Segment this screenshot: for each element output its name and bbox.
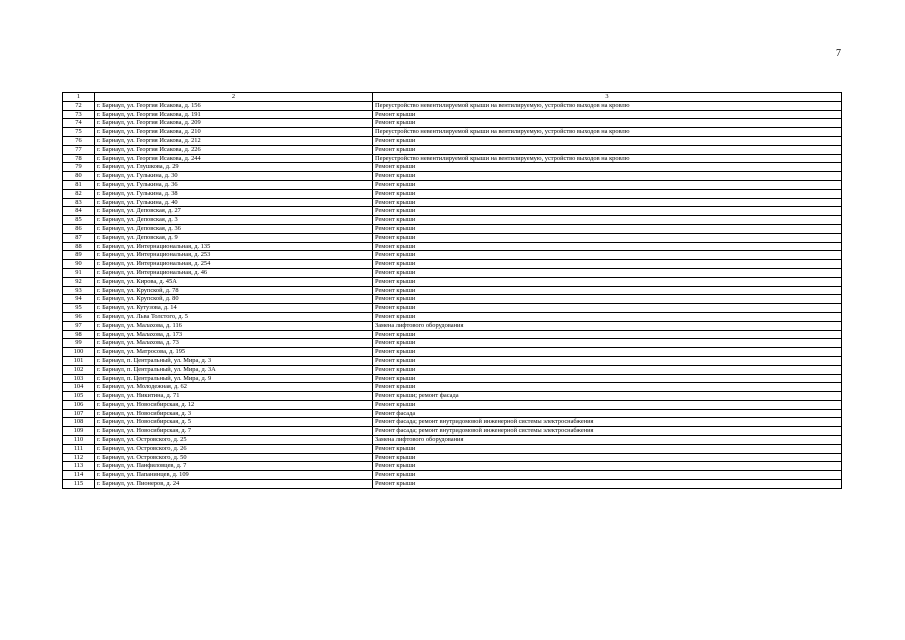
cell-address: г. Барнаул, п. Центральный, ул. Мира, д. 3 bbox=[95, 356, 373, 365]
cell-row-number: 95 bbox=[63, 304, 95, 313]
cell-row-number: 87 bbox=[63, 233, 95, 242]
cell-row-number: 96 bbox=[63, 312, 95, 321]
cell-address: г. Барнаул, ул. Никитина, д. 71 bbox=[95, 392, 373, 401]
cell-address: г. Барнаул, ул. Деповская, д. 3 bbox=[95, 216, 373, 225]
cell-row-number: 78 bbox=[63, 154, 95, 163]
cell-address: г. Барнаул, ул. Георгия Исакова, д. 191 bbox=[95, 110, 373, 119]
cell-work-type: Ремонт крыши bbox=[373, 110, 842, 119]
table-row bbox=[63, 163, 842, 172]
table-row bbox=[63, 233, 842, 242]
table-row bbox=[63, 180, 842, 189]
table-row bbox=[63, 321, 842, 330]
cell-address: г. Барнаул, ул. Крупской, д. 78 bbox=[95, 286, 373, 295]
cell-work-type: Ремонт крыши bbox=[373, 339, 842, 348]
cell-work-type: Ремонт крыши bbox=[373, 330, 842, 339]
cell-address: г. Барнаул, ул. Деповская, д. 27 bbox=[95, 207, 373, 216]
table-row bbox=[63, 277, 842, 286]
header-cell-work-type: 3 bbox=[373, 93, 842, 102]
cell-work-type: Ремонт фасада bbox=[373, 409, 842, 418]
cell-work-type: Ремонт крыши bbox=[373, 119, 842, 128]
table-row bbox=[63, 330, 842, 339]
table-row bbox=[63, 471, 842, 480]
cell-work-type: Ремонт крыши bbox=[373, 453, 842, 462]
cell-work-type: Ремонт крыши bbox=[373, 233, 842, 242]
table-row bbox=[63, 207, 842, 216]
cell-work-type: Ремонт крыши bbox=[373, 444, 842, 453]
cell-work-type: Ремонт крыши bbox=[373, 136, 842, 145]
cell-row-number: 74 bbox=[63, 119, 95, 128]
cell-address: г. Барнаул, ул. Кутузова, д. 14 bbox=[95, 304, 373, 313]
cell-address: г. Барнаул, ул. Георгия Исакова, д. 210 bbox=[95, 128, 373, 137]
table-row bbox=[63, 312, 842, 321]
cell-row-number: 89 bbox=[63, 251, 95, 260]
cell-address: г. Барнаул, ул. Георгия Исакова, д. 212 bbox=[95, 136, 373, 145]
cell-work-type: Ремонт крыши bbox=[373, 189, 842, 198]
table-row bbox=[63, 286, 842, 295]
cell-work-type: Ремонт крыши bbox=[373, 356, 842, 365]
cell-work-type: Ремонт крыши bbox=[373, 251, 842, 260]
cell-work-type: Ремонт крыши bbox=[373, 471, 842, 480]
cell-address: г. Барнаул, ул. Панфиловцев, д. 7 bbox=[95, 462, 373, 471]
cell-address: г. Барнаул, ул. Пионеров, д. 24 bbox=[95, 480, 373, 489]
cell-work-type: Ремонт крыши bbox=[373, 374, 842, 383]
cell-address: г. Барнаул, ул. Островского, д. 50 bbox=[95, 453, 373, 462]
cell-work-type: Замена лифтового оборудования bbox=[373, 436, 842, 445]
cell-address: г. Барнаул, ул. Новосибирская, д. 5 bbox=[95, 418, 373, 427]
table-row bbox=[63, 365, 842, 374]
cell-work-type: Переустройство невентилируемой крыши на вентилируемую, устройство выходов на кровлю bbox=[373, 128, 842, 137]
cell-row-number: 83 bbox=[63, 198, 95, 207]
cell-row-number: 81 bbox=[63, 180, 95, 189]
cell-row-number: 98 bbox=[63, 330, 95, 339]
cell-row-number: 79 bbox=[63, 163, 95, 172]
table-body bbox=[63, 93, 842, 489]
table-row bbox=[63, 216, 842, 225]
cell-address: г. Барнаул, ул. Георгия Исакова, д. 226 bbox=[95, 145, 373, 154]
cell-row-number: 114 bbox=[63, 471, 95, 480]
cell-work-type: Ремонт крыши bbox=[373, 198, 842, 207]
cell-row-number: 91 bbox=[63, 268, 95, 277]
cell-address: г. Барнаул, ул. Интернациональная, д. 253 bbox=[95, 251, 373, 260]
table-row bbox=[63, 251, 842, 260]
cell-row-number: 97 bbox=[63, 321, 95, 330]
cell-work-type: Ремонт крыши bbox=[373, 400, 842, 409]
table-row bbox=[63, 480, 842, 489]
cell-work-type: Ремонт крыши bbox=[373, 163, 842, 172]
table-row bbox=[63, 462, 842, 471]
cell-work-type: Ремонт крыши bbox=[373, 207, 842, 216]
cell-row-number: 90 bbox=[63, 260, 95, 269]
cell-row-number: 113 bbox=[63, 462, 95, 471]
cell-work-type: Ремонт крыши bbox=[373, 180, 842, 189]
table-row bbox=[63, 268, 842, 277]
cell-row-number: 76 bbox=[63, 136, 95, 145]
cell-work-type: Ремонт крыши bbox=[373, 277, 842, 286]
cell-work-type: Ремонт крыши bbox=[373, 172, 842, 181]
cell-row-number: 100 bbox=[63, 348, 95, 357]
header-row bbox=[63, 93, 842, 102]
table-row bbox=[63, 427, 842, 436]
table-row bbox=[63, 383, 842, 392]
cell-address: г. Барнаул, ул. Льва Толстого, д. 5 bbox=[95, 312, 373, 321]
cell-address: г. Барнаул, ул. Крупской, д. 80 bbox=[95, 295, 373, 304]
cell-row-number: 72 bbox=[63, 101, 95, 110]
cell-row-number: 82 bbox=[63, 189, 95, 198]
cell-work-type: Ремонт фасада; ремонт внутридомовой инженерной системы электроснабжения bbox=[373, 418, 842, 427]
cell-work-type: Ремонт крыши bbox=[373, 480, 842, 489]
table-row bbox=[63, 409, 842, 418]
cell-address: г. Барнаул, ул. Новосибирская, д. 7 bbox=[95, 427, 373, 436]
table-row bbox=[63, 145, 842, 154]
cell-address: г. Барнаул, ул. Интернациональная, д. 254 bbox=[95, 260, 373, 269]
table-row bbox=[63, 339, 842, 348]
cell-row-number: 73 bbox=[63, 110, 95, 119]
cell-row-number: 93 bbox=[63, 286, 95, 295]
cell-row-number: 110 bbox=[63, 436, 95, 445]
table-row bbox=[63, 392, 842, 401]
cell-address: г. Барнаул, ул. Островского, д. 25 bbox=[95, 436, 373, 445]
cell-address: г. Барнаул, ул. Папанинцев, д. 109 bbox=[95, 471, 373, 480]
cell-address: г. Барнаул, п. Центральный, ул. Мира, д. 9 bbox=[95, 374, 373, 383]
cell-row-number: 107 bbox=[63, 409, 95, 418]
cell-work-type: Ремонт крыши bbox=[373, 304, 842, 313]
cell-work-type: Ремонт крыши bbox=[373, 145, 842, 154]
cell-row-number: 84 bbox=[63, 207, 95, 216]
cell-work-type: Ремонт крыши bbox=[373, 348, 842, 357]
cell-row-number: 112 bbox=[63, 453, 95, 462]
cell-address: г. Барнаул, ул. Интернациональная, д. 46 bbox=[95, 268, 373, 277]
cell-work-type: Ремонт крыши; ремонт фасада bbox=[373, 392, 842, 401]
cell-row-number: 102 bbox=[63, 365, 95, 374]
table-row bbox=[63, 295, 842, 304]
table-row bbox=[63, 154, 842, 163]
table-row bbox=[63, 356, 842, 365]
cell-row-number: 75 bbox=[63, 128, 95, 137]
cell-work-type: Ремонт крыши bbox=[373, 216, 842, 225]
cell-work-type: Ремонт крыши bbox=[373, 242, 842, 251]
table-row bbox=[63, 242, 842, 251]
cell-work-type: Ремонт крыши bbox=[373, 286, 842, 295]
cell-work-type: Переустройство невентилируемой крыши на вентилируемую, устройство выходов на кровлю bbox=[373, 101, 842, 110]
cell-work-type: Ремонт крыши bbox=[373, 260, 842, 269]
cell-address: г. Барнаул, ул. Молодежная, д. 62 bbox=[95, 383, 373, 392]
cell-work-type: Ремонт фасада; ремонт внутридомовой инженерной системы электроснабжения bbox=[373, 427, 842, 436]
cell-row-number: 115 bbox=[63, 480, 95, 489]
cell-row-number: 111 bbox=[63, 444, 95, 453]
cell-address: г. Барнаул, ул. Малахова, д. 73 bbox=[95, 339, 373, 348]
cell-row-number: 85 bbox=[63, 216, 95, 225]
cell-work-type: Ремонт крыши bbox=[373, 224, 842, 233]
cell-row-number: 86 bbox=[63, 224, 95, 233]
table-row bbox=[63, 224, 842, 233]
cell-work-type: Ремонт крыши bbox=[373, 383, 842, 392]
cell-row-number: 92 bbox=[63, 277, 95, 286]
cell-row-number: 77 bbox=[63, 145, 95, 154]
cell-address: г. Барнаул, ул. Гулькина, д. 38 bbox=[95, 189, 373, 198]
cell-address: г. Барнаул, ул. Георгия Исакова, д. 156 bbox=[95, 101, 373, 110]
table-row bbox=[63, 304, 842, 313]
cell-address: г. Барнаул, п. Центральный, ул. Мира, д. 3А bbox=[95, 365, 373, 374]
cell-row-number: 101 bbox=[63, 356, 95, 365]
cell-address: г. Барнаул, ул. Гулькина, д. 36 bbox=[95, 180, 373, 189]
cell-address: г. Барнаул, ул. Интернациональная, д. 135 bbox=[95, 242, 373, 251]
table-row bbox=[63, 110, 842, 119]
cell-address: г. Барнаул, ул. Глушкова, д. 29 bbox=[95, 163, 373, 172]
cell-work-type: Замена лифтового оборудования bbox=[373, 321, 842, 330]
cell-row-number: 105 bbox=[63, 392, 95, 401]
cell-work-type: Ремонт крыши bbox=[373, 295, 842, 304]
cell-row-number: 104 bbox=[63, 383, 95, 392]
table-row bbox=[63, 400, 842, 409]
cell-address: г. Барнаул, ул. Малахова, д. 116 bbox=[95, 321, 373, 330]
cell-row-number: 88 bbox=[63, 242, 95, 251]
cell-address: г. Барнаул, ул. Деповская, д. 9 bbox=[95, 233, 373, 242]
cell-row-number: 109 bbox=[63, 427, 95, 436]
table-row bbox=[63, 136, 842, 145]
cell-address: г. Барнаул, ул. Деповская, д. 36 bbox=[95, 224, 373, 233]
cell-row-number: 94 bbox=[63, 295, 95, 304]
cell-address: г. Барнаул, ул. Новосибирская, д. 3 bbox=[95, 409, 373, 418]
cell-work-type: Ремонт крыши bbox=[373, 462, 842, 471]
cell-row-number: 103 bbox=[63, 374, 95, 383]
cell-address: г. Барнаул, ул. Гулькина, д. 40 bbox=[95, 198, 373, 207]
cell-work-type: Ремонт крыши bbox=[373, 365, 842, 374]
cell-address: г. Барнаул, ул. Георгия Исакова, д. 209 bbox=[95, 119, 373, 128]
cell-work-type: Переустройство невентилируемой крыши на вентилируемую, устройство выходов на кровлю bbox=[373, 154, 842, 163]
table-row bbox=[63, 374, 842, 383]
table-row bbox=[63, 128, 842, 137]
table-row bbox=[63, 198, 842, 207]
page-number: 7 bbox=[836, 48, 841, 59]
table-row bbox=[63, 436, 842, 445]
table-row bbox=[63, 189, 842, 198]
table-row bbox=[63, 172, 842, 181]
table-row bbox=[63, 119, 842, 128]
cell-address: г. Барнаул, ул. Георгия Исакова, д. 244 bbox=[95, 154, 373, 163]
table-row bbox=[63, 260, 842, 269]
cell-work-type: Ремонт крыши bbox=[373, 312, 842, 321]
cell-address: г. Барнаул, ул. Малахова, д. 173 bbox=[95, 330, 373, 339]
cell-row-number: 99 bbox=[63, 339, 95, 348]
cell-address: г. Барнаул, ул. Новосибирская, д. 12 bbox=[95, 400, 373, 409]
repair-schedule-table bbox=[62, 92, 842, 489]
table-row bbox=[63, 444, 842, 453]
header-cell-number: 1 bbox=[63, 93, 95, 102]
cell-address: г. Барнаул, ул. Гулькина, д. 30 bbox=[95, 172, 373, 181]
cell-row-number: 108 bbox=[63, 418, 95, 427]
table-row bbox=[63, 418, 842, 427]
table-row bbox=[63, 101, 842, 110]
cell-address: г. Барнаул, ул. Матросова, д. 195 bbox=[95, 348, 373, 357]
header-cell-address: 2 bbox=[95, 93, 373, 102]
table-row bbox=[63, 348, 842, 357]
cell-row-number: 106 bbox=[63, 400, 95, 409]
cell-address: г. Барнаул, ул. Кирова, д. 45А bbox=[95, 277, 373, 286]
cell-work-type: Ремонт крыши bbox=[373, 268, 842, 277]
table-row bbox=[63, 453, 842, 462]
cell-address: г. Барнаул, ул. Островского, д. 26 bbox=[95, 444, 373, 453]
cell-row-number: 80 bbox=[63, 172, 95, 181]
